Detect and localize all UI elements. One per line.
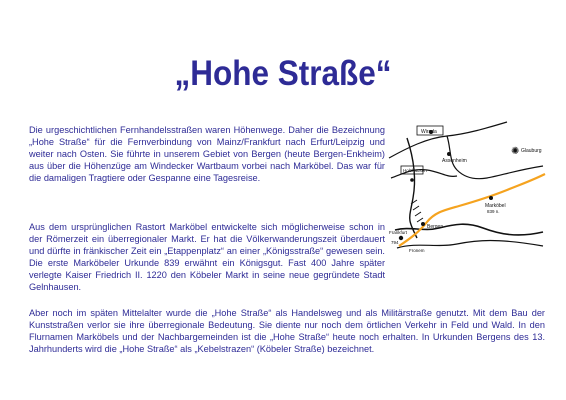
map-label-frankfurt: Frankfurt: [389, 230, 408, 235]
map-river-3: [407, 138, 417, 238]
paragraph-market-part-2: Fast 400 Jahre später verlegte Kaiser Friedrich II. 1220 den Köbeler Markt in seine neue gegründete Stadt Gelnhausen.: [29, 258, 386, 292]
paragraph-market-part-1: Aus dem ursprünglichen Rastort Marköbel entwickelte sich möglicherweise schon in der Römerzeit ein überregionaler Markt. Er hat die Völkerwanderungszeit überdauert und dürfte in fränkischer Zeit ein „Etappenplatz“ an einer „Königsstraße“ gewesen sein. Die erste Marköbeler Urkunde 839 erwähnt ein Königsgut.: [29, 222, 385, 268]
map-label-glauburg: Glauburg: [521, 148, 542, 154]
page-title: „Hohe Straße“: [174, 54, 392, 93]
map-point-holzhausen: [410, 178, 414, 182]
map-point-bergen: [421, 222, 425, 226]
map-hatch: [411, 200, 423, 222]
map-label-frankfurt-date: 794: [391, 240, 399, 245]
map-point-markoebel: [489, 196, 493, 200]
map-label-assenheim: Assenheim: [442, 158, 467, 164]
map-label-holzhausen: Holzhausen: [403, 168, 427, 173]
route-map: [387, 118, 547, 254]
map-label-bottom: Fronem: [409, 248, 425, 253]
map-label-bergen: Bergen: [427, 224, 444, 230]
map-label-wirada: Wirada: [421, 129, 437, 135]
map-point-assenheim: [447, 152, 451, 156]
map-label-markoebel-date: 839 n.: [487, 209, 500, 214]
map-star-glauburg: ✺: [511, 146, 520, 157]
map-river-6: [397, 241, 543, 249]
map-point-frankfurt: [399, 236, 403, 240]
map-label-markoebel: Marköbel: [485, 203, 506, 209]
paragraph-origins: Die urgeschichtlichen Fernhandelsstraßen waren Höhenwege. Daher die Bezeichnung „Hohe Straße“ für die Fernverbindung von Mainz/Frankfurt nach Erfurt/Leipzig und weiter nach Osten. Sie führte in unserem Gebiet von Bergen (heute Bergen-Enkheim) aus über die Höhenzüge am Windecker Wartbaum vorbei nach Marköbel. Das war für die damaligen Tragtiere oder Gespanne eine Tagesreise.: [29, 125, 385, 183]
paragraph-market: [29, 221, 385, 293]
paragraph-middle-ages: Aber noch im späten Mittelalter wurde die „Hohe Straße“ als Handelsweg und als Militärstraße genutzt. Mit dem Bau der Kunststraßen verlor sie ihre überregionale Bedeutung. Sie diente nur noch dem örtlichen Verkehr in Feld und Wald. In den Flurnamen Marköbels und der Nachbargemeinden ist die „Hohe Straße“ heute noch erhalten. In Urkunden Bergens des 13. Jahrhunderts wird die „Hohe Straße“ als „Kebelstrazen“ (Köbeler Straße) bezeichnet.: [29, 308, 545, 354]
